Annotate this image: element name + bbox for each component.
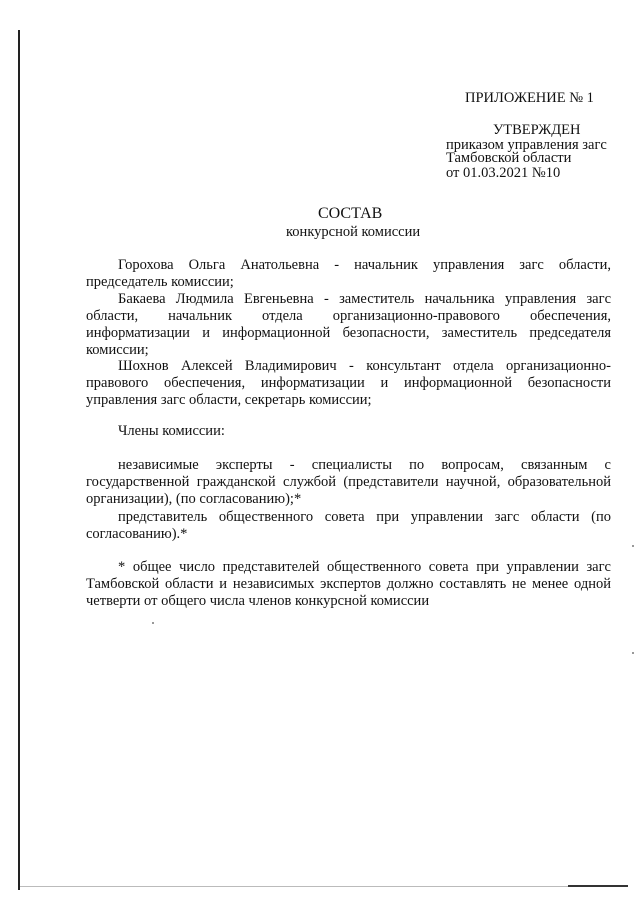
document-subtitle: конкурсной комиссии — [286, 224, 421, 240]
approved-label: УТВЕРЖДЕН — [493, 122, 581, 138]
footnote: * общее число представителей общественного совета при управлении загс Тамбовской области и независимых экспертов должно составлять не менее одной четверти от общего числа членов конкурсной комиссии — [86, 559, 611, 609]
member-secretary: Шохнов Алексей Владимирович - консультант отдела организационно-правового обеспечения, информатизации и информационной безопасности управления загс области, секретарь комиссии; — [86, 358, 611, 408]
member-public-council-rep: представитель общественного совета при управлении загс области (по согласованию).* — [86, 509, 611, 542]
order-line-1: приказом управления загс — [446, 137, 607, 153]
document-title: СОСТАВ — [318, 205, 383, 222]
appendix-label: ПРИЛОЖЕНИЕ № 1 — [465, 90, 594, 106]
order-line-2: Тамбовской области — [446, 150, 572, 166]
members-heading: Члены комиссии: — [118, 423, 225, 439]
member-independent-experts: независимые эксперты - специалисты по вопросам, связанным с государственной гражданской службой (представители научной, образовательной организации), (по согласованию);* — [86, 457, 611, 507]
member-chair: Горохова Ольга Анатольевна - начальник управления загс области, председатель комиссии; — [86, 257, 611, 290]
member-deputy-chair: Бакаева Людмила Евгеньевна - заместитель начальника управления загс области, начальник отдела организационно-правового обеспечения, информатизации и информационной безопасности, заместитель председателя комиссии; — [86, 291, 611, 358]
order-date-number: от 01.03.2021 №10 — [446, 165, 561, 181]
